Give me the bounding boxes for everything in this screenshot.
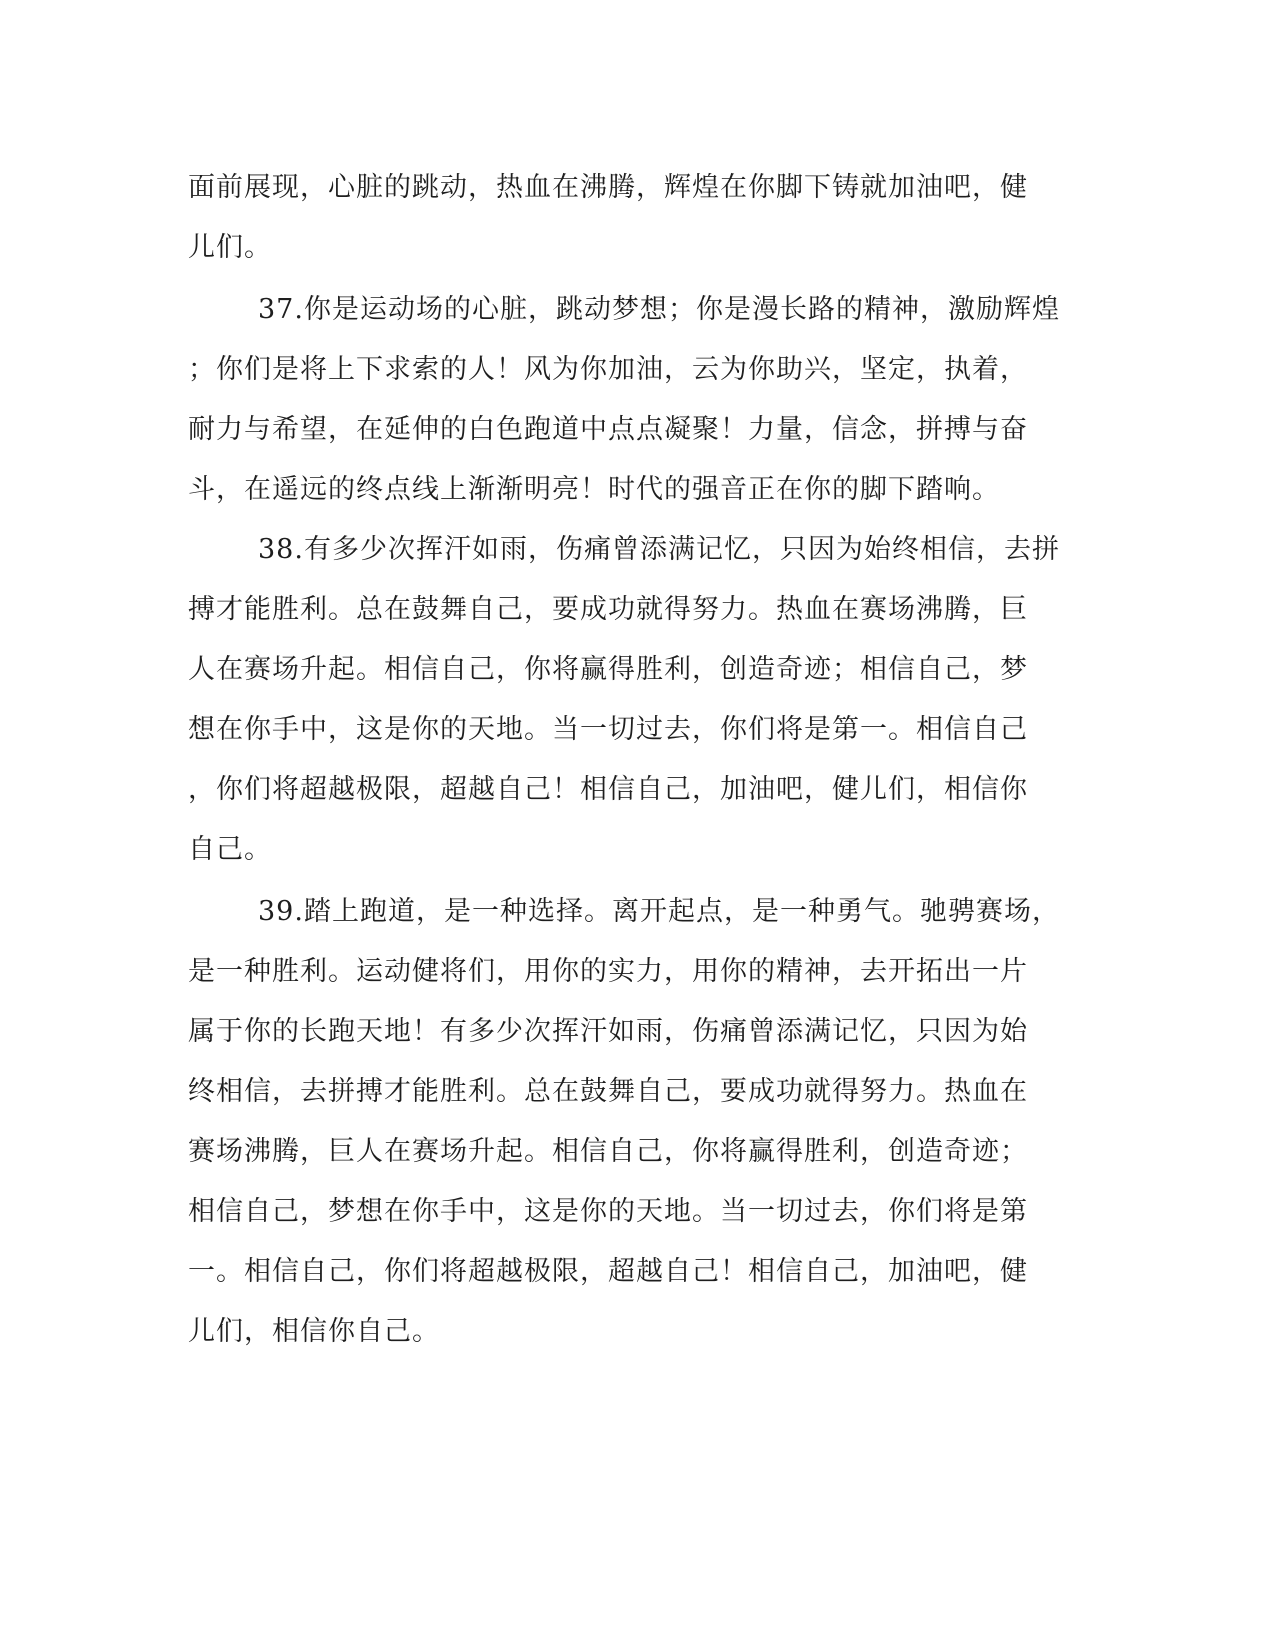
text-line: 是一种胜利。运动健将们，用你的实力，用你的精神，去开拓出一片 — [188, 956, 1028, 987]
text-line: ；你们是将上下求索的人！风为你加油，云为你助兴，坚定，执着， — [188, 354, 1028, 385]
text-line: 属于你的长跑天地！有多少次挥汗如雨，伤痛曾添满记忆，只因为始 — [188, 1016, 1028, 1047]
text-line: 自己。 — [188, 834, 272, 865]
paragraph-37-first-line: 37.你是运动场的心脏，跳动梦想；你是漫长路的精神，激励辉煌 — [258, 294, 1060, 325]
text-line: ，你们将超越极限，超越自己！相信自己，加油吧，健儿们，相信你 — [188, 774, 1028, 805]
text-line: 面前展现，心脏的跳动，热血在沸腾，辉煌在你脚下铸就加油吧，健 — [188, 172, 1028, 203]
text-line: 儿们，相信你自己。 — [188, 1316, 440, 1347]
text-line: 耐力与希望，在延伸的白色跑道中点点凝聚！力量，信念，拼搏与奋 — [188, 414, 1028, 445]
text-line: 斗，在遥远的终点线上渐渐明亮！时代的强音正在你的脚下踏响。 — [188, 474, 1000, 505]
text-line: 一。相信自己，你们将超越极限，超越自己！相信自己，加油吧，健 — [188, 1256, 1028, 1287]
paragraph-39-first-line: 39.踏上跑道，是一种选择。离开起点，是一种勇气。驰骋赛场， — [258, 896, 1060, 927]
text-line: 想在你手中，这是你的天地。当一切过去，你们将是第一。相信自己 — [188, 714, 1028, 745]
text-line: 赛场沸腾，巨人在赛场升起。相信自己，你将赢得胜利，创造奇迹； — [188, 1136, 1028, 1167]
text-line: 儿们。 — [188, 232, 272, 263]
text-line: 相信自己，梦想在你手中，这是你的天地。当一切过去，你们将是第 — [188, 1196, 1028, 1227]
text-line: 搏才能胜利。总在鼓舞自己，要成功就得努力。热血在赛场沸腾，巨 — [188, 594, 1028, 625]
text-line: 人在赛场升起。相信自己，你将赢得胜利，创造奇迹；相信自己，梦 — [188, 654, 1028, 685]
text-line: 终相信，去拼搏才能胜利。总在鼓舞自己，要成功就得努力。热血在 — [188, 1076, 1028, 1107]
paragraph-38-first-line: 38.有多少次挥汗如雨，伤痛曾添满记忆，只因为始终相信，去拼 — [258, 534, 1060, 565]
